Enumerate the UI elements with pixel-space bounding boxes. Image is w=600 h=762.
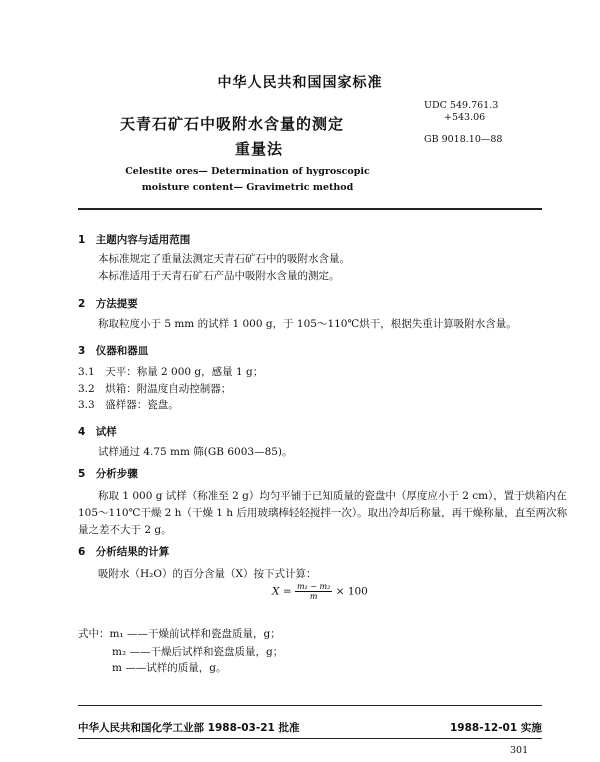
section-5-paragraph-line2: 105～110℃干燥 2 h（干燥 1 h 后用玻璃棒轻轻搅拌一次）。取出冷却后称量，再干燥称量，直至两次称 [78, 507, 568, 519]
footer-approval: 中华人民共和国化学工业部 1988-03-21 批准 [78, 722, 300, 734]
english-title-line1: Celestite ores— Determination of hygroscopic [125, 166, 370, 177]
where-line-3: m ——试样的质量，g。 [112, 662, 227, 674]
section-5-heading: 5 分析步骤 [78, 468, 138, 480]
header-divider [78, 208, 542, 210]
section-5-paragraph-line3: 量之差不大于 2 g。 [78, 524, 172, 536]
section-2-paragraph: 称取粒度小于 5 mm 的试样 1 000 g，于 105～110℃烘干，根据失重计算吸附水含量。 [98, 318, 517, 330]
english-title-line2: moisture content— Gravimetric method [141, 182, 354, 193]
footer-divider-top [78, 705, 542, 706]
formula-rhs: × 100 [335, 585, 368, 598]
standard-type-heading: 中华人民共和国国家标准 [217, 75, 383, 91]
footer-effective-date: 1988-12-01 实施 [450, 722, 542, 734]
section-2-heading: 2 方法提要 [78, 298, 138, 310]
section-1-heading: 1 主题内容与适用范围 [78, 234, 191, 246]
title-line2: 重量法 [235, 140, 284, 158]
section-4-heading: 4 试样 [78, 426, 117, 438]
section-3-item-3: 3.3 盛样器：瓷盘。 [78, 399, 179, 411]
udc-line2: +543.06 [444, 112, 486, 123]
udc-line1: UDC 549.761.3 [424, 100, 499, 111]
section-3-item-1: 3.1 天平：称量 2 000 g，感量 1 g； [78, 366, 264, 378]
page-number: 301 [510, 745, 529, 756]
formula-numerator: m₁ − m₂ [296, 582, 331, 591]
section-1-paragraph-1: 本标准规定了重量法测定天青石矿石中的吸附水含量。 [98, 253, 350, 265]
title-line1: 天青石矿石中吸附水含量的测定 [120, 115, 345, 133]
footer-divider-bottom [78, 738, 542, 739]
section-6-paragraph: 吸附水（H₂O）的百分含量（X）按下式计算： [98, 568, 317, 580]
section-5-paragraph-line1: 称取 1 000 g 试样（称准至 2 g）均匀平铺于已知质量的瓷盘中（厚度应小于 2 cm），置于烘箱内在 [98, 490, 567, 502]
formula-denominator: m [309, 592, 318, 601]
section-4-paragraph: 试样通过 4.75 mm 筛(GB 6003—85)。 [98, 446, 293, 458]
gb-number: GB 9018.10—88 [424, 134, 503, 145]
where-line-1: 式中：m₁ ——干燥前试样和瓷盘质量，g； [78, 628, 281, 640]
section-1-paragraph-2: 本标准适用于天青石矿石产品中吸附水含量的测定。 [98, 270, 340, 282]
section-6-heading: 6 分析结果的计算 [78, 546, 170, 558]
section-3-heading: 3 仪器和器皿 [78, 345, 149, 357]
formula-fraction [295, 582, 332, 601]
formula-lhs: X = [272, 585, 292, 598]
formula [272, 582, 368, 601]
section-3-item-2: 3.2 烘箱：附温度自动控制器； [78, 383, 232, 395]
where-line-2: m₂ ——干燥后试样和瓷盘质量，g； [112, 646, 284, 658]
